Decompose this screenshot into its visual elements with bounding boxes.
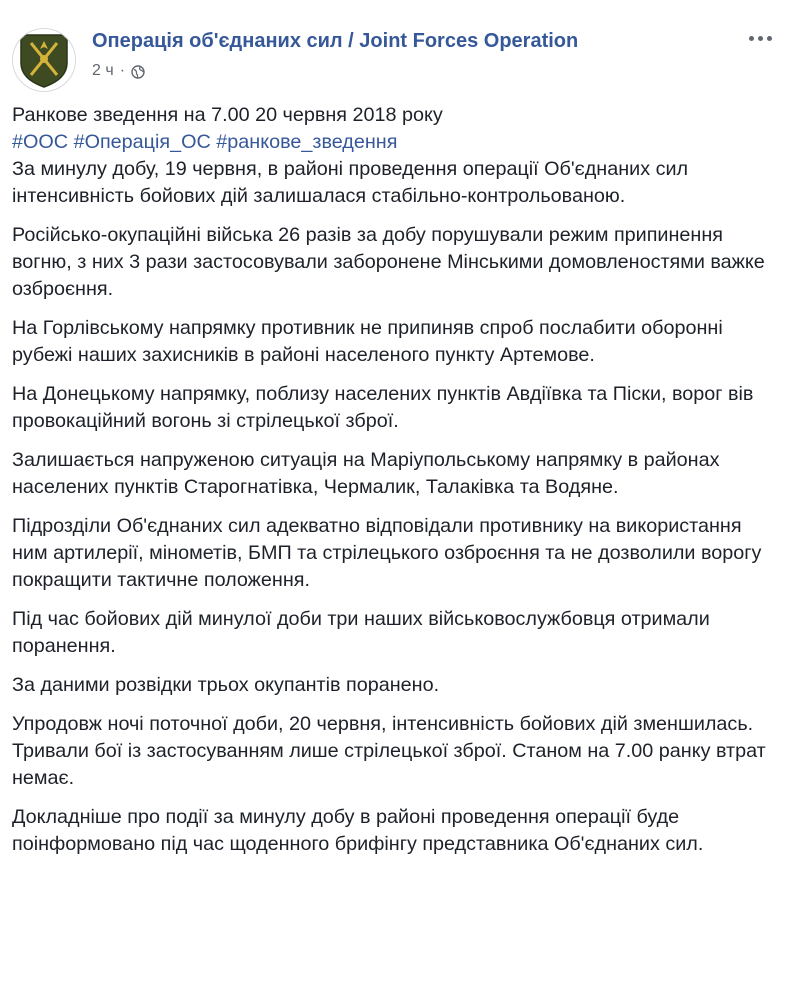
post-paragraph: За даними розвідки трьох окупантів поранено.: [12, 674, 440, 696]
hashtag-link[interactable]: #ООС: [12, 131, 69, 153]
post-paragraph: Російсько-окупаційні війська 26 разів за добу порушували режим припинення вогню, з них 3 рази застосовували заборонене Мінськими домовленостями важке озброєння.: [12, 224, 765, 300]
post-paragraph: Упродовж ночі поточної доби, 20 червня, інтенсивність бойових дій зменшилась. Тривали бої із застосуванням лише стрілецької зброї. Станом на 7.00 ранку втрат немає.: [12, 713, 766, 789]
post-paragraph: Підрозділи Об'єднаних сил адекватно відповідали противнику на використання ним артилерії, мінометів, БМП та стрілецького озброєння та не дозволили ворогу покращити тактичне положення.: [12, 515, 762, 591]
globe-icon[interactable]: [131, 65, 145, 79]
post-paragraph: На Горлівському напрямку противник не припиняв спроб послабити оборонні рубежі наших захисників в районі населеного пункту Артемове.: [12, 317, 723, 366]
post-header: [12, 24, 784, 88]
meta-separator: ·: [119, 62, 126, 79]
hashtag-list: [12, 129, 782, 156]
post-meta: [92, 62, 145, 80]
post-paragraph: За минулу добу, 19 червня, в районі проведення операції Об'єднаних сил інтенсивність бойових дій залишалася стабільно-контрольованою.: [12, 158, 689, 207]
post-paragraph: На Донецькому напрямку, поблизу населених пунктів Авдіївка та Піски, ворог вів провокаційний вогонь зі стрілецької зброї.: [12, 383, 754, 432]
page-name-link[interactable]: Операція об'єднаних сил / Joint Forces Operation: [92, 30, 579, 52]
post-timestamp[interactable]: 2 ч: [92, 62, 114, 79]
military-emblem-icon: [13, 29, 75, 91]
hashtag-link[interactable]: #ранкове_зведення: [216, 131, 398, 153]
post-title: Ранкове зведення на 7.00 20 червня 2018 року: [12, 104, 443, 126]
post-paragraph: Докладніше про події за минулу добу в районі проведення операції буде поінформовано під час щоденного брифінгу представника Об'єднаних сил.: [12, 806, 704, 855]
post-paragraph: Залишається напруженою ситуація на Маріупольському напрямку в районах населених пунктів Старогнатівка, Чермалик, Талаківка та Водяне.: [12, 449, 720, 498]
hashtag-link[interactable]: #Операція_ОС: [73, 131, 211, 153]
post-body: [12, 102, 782, 870]
more-options-icon[interactable]: [744, 26, 776, 50]
page-avatar[interactable]: [12, 28, 76, 92]
post-paragraph: Під час бойових дій минулої доби три наших військовослужбовця отримали поранення.: [12, 608, 710, 657]
